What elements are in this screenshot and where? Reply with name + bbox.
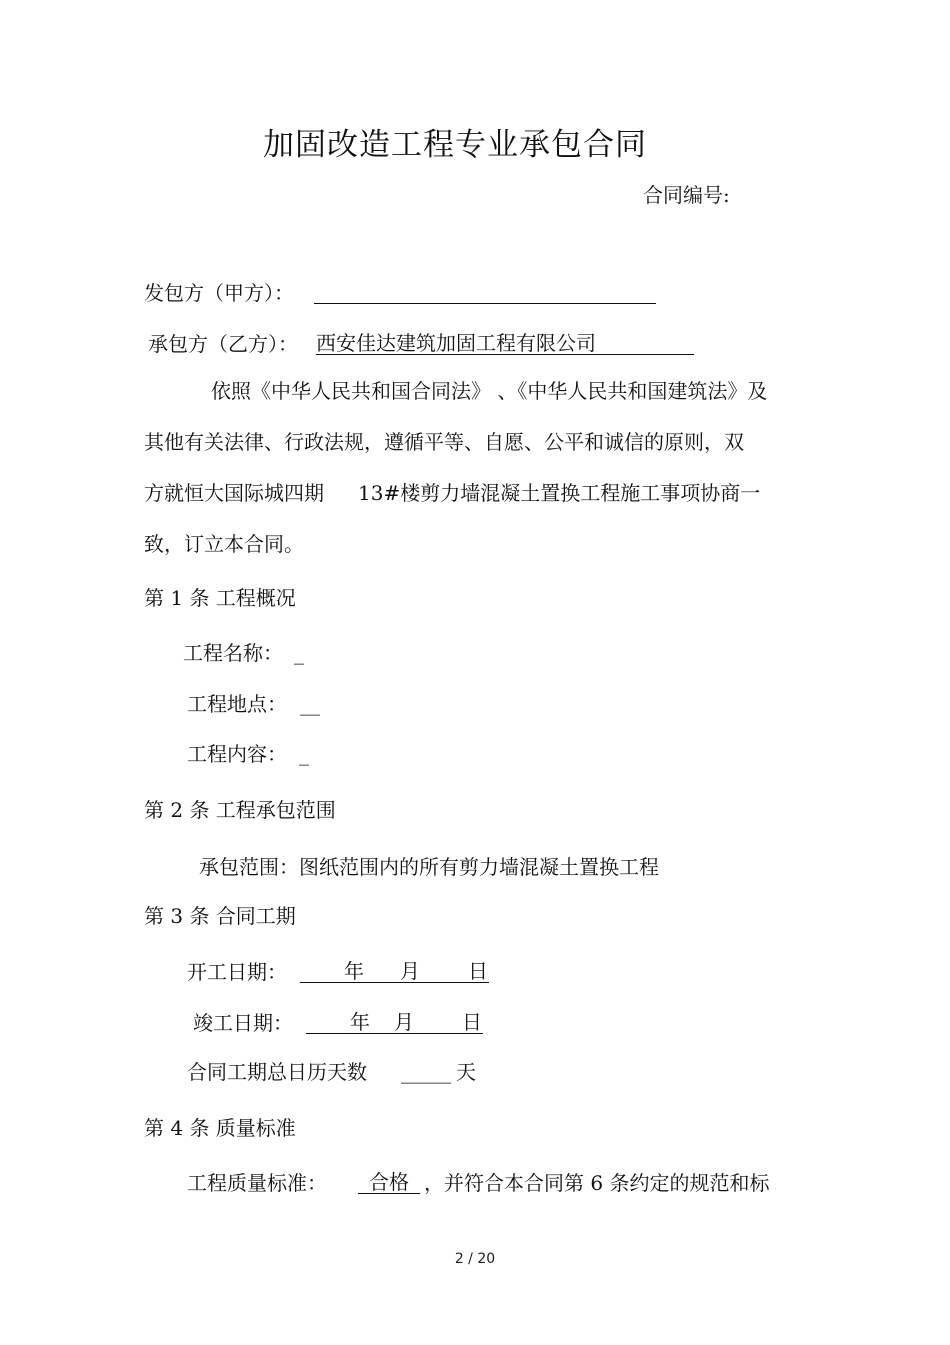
page-title: 加固改造工程专业承包合同	[263, 127, 647, 163]
project-name-value: _	[294, 641, 304, 665]
project-content-value: _	[299, 742, 309, 766]
preamble-line-3b: 13#楼剪力墙混凝土置换工程施工事项协商一	[358, 481, 761, 505]
quality-standard-rest: ，并符合本合同第 6 条约定的规范和标	[424, 1171, 770, 1195]
party-b-label: 承包方（乙方）：	[148, 332, 298, 356]
article-4-heading: 第 4 条 质量标准	[144, 1116, 296, 1140]
start-date-label: 开工日期：	[187, 960, 287, 984]
end-date-field	[306, 1011, 483, 1034]
preamble-line-4: 致，订立本合同。	[144, 532, 304, 556]
end-date-month: 月	[394, 1010, 414, 1034]
article-1-heading: 第 1 条 工程概况	[144, 586, 296, 610]
start-date-month: 月	[400, 959, 420, 983]
quality-standard-value: 合格	[358, 1171, 420, 1194]
quality-standard-label: 工程质量标准：	[187, 1171, 327, 1195]
project-location-label: 工程地点：	[187, 692, 287, 716]
total-days-label: 合同工期总日历天数	[187, 1060, 367, 1084]
preamble-line-1: 依照《中华人民共和国合同法》 、《中华人民共和国建筑法》及	[211, 379, 768, 403]
end-date-day: 日	[462, 1010, 482, 1034]
party-b-value: 西安佳达建筑加固工程有限公司	[316, 332, 694, 355]
end-date-label: 竣工日期：	[193, 1011, 293, 1035]
article-3-heading: 第 3 条 合同工期	[144, 904, 296, 928]
project-location-value: __	[300, 692, 320, 716]
start-date-field	[300, 960, 489, 983]
contract-scope: 承包范围：图纸范围内的所有剪力墙混凝土置换工程	[199, 855, 659, 879]
end-date-year: 年	[350, 1010, 370, 1034]
start-date-year: 年	[344, 959, 364, 983]
total-days-blank: _____	[401, 1060, 451, 1084]
total-days-unit: 天	[456, 1060, 476, 1084]
party-a-label: 发包方（甲方）：	[144, 281, 294, 305]
contract-number-label: 合同编号:	[643, 183, 730, 207]
page-number: 2 / 20	[454, 1251, 496, 1267]
start-date-day: 日	[468, 959, 488, 983]
preamble-line-2: 其他有关法律、行政法规，遵循平等、自愿、公平和诚信的原则，双	[144, 430, 744, 454]
project-content-label: 工程内容：	[187, 742, 287, 766]
party-a-blank	[314, 281, 656, 304]
article-2-heading: 第 2 条 工程承包范围	[144, 798, 336, 822]
project-name-label: 工程名称：	[183, 641, 283, 665]
preamble-line-3a: 方就恒大国际城四期	[144, 481, 324, 505]
